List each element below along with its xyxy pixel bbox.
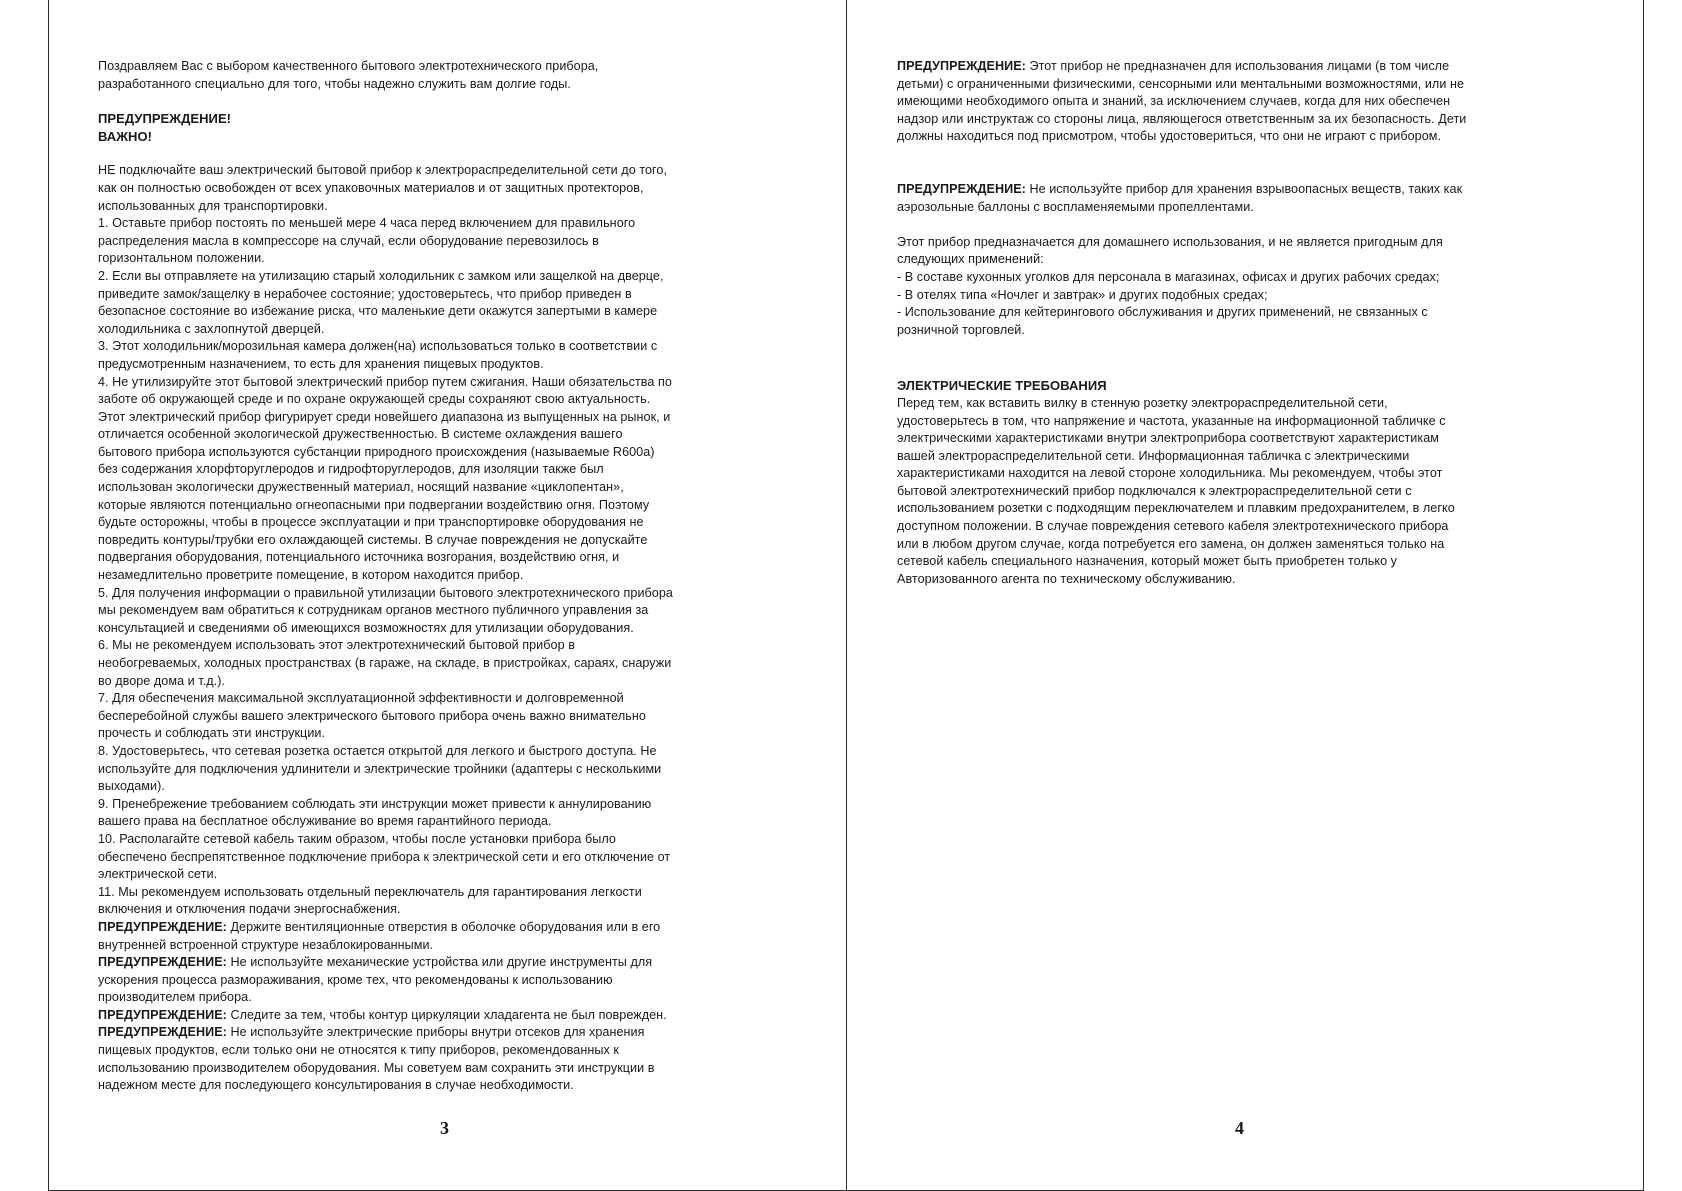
- warning-label: ПРЕДУПРЕЖДЕНИЕ:: [98, 1007, 227, 1022]
- usage-item: - Использование для кейтерингового обслуживания и других применений, не связанных с розничной торговлей.: [897, 305, 1428, 337]
- page-number-right: 4: [1235, 1118, 1244, 1138]
- usage-intro: Этот прибор предназначается для домашнего использования, и не является пригодным для следующих применений:: [897, 234, 1443, 267]
- warning-label: ПРЕДУПРЕЖДЕНИЕ:: [98, 1025, 227, 1040]
- warning-text: Не используйте механические устройства или другие инструменты для ускорения процесса размораживания, кроме тех, что рекомендованы к использованию производителем прибора.: [98, 955, 653, 1005]
- warning-refrigerant: [98, 1007, 793, 1025]
- intro-paragraph: Поздравляем Вас с выбором качественного бытового электротехнического прибора, разработанного специально для того, чтобы надежно служить вам долгие годы.: [98, 59, 599, 91]
- warning-label: ПРЕДУПРЕЖДЕНИЕ:: [98, 919, 227, 934]
- warning-label: ПРЕДУПРЕЖДЕНИЕ:: [897, 59, 1026, 73]
- warning-defrost: [98, 954, 793, 1007]
- usage-item: - В отелях типа «Ночлег и завтрак» и других подобных средах;: [897, 287, 1268, 302]
- warning-label: ПРЕДУПРЕЖДЕНИЕ:: [98, 955, 227, 970]
- right-page: [897, 58, 1592, 588]
- warning-text: Держите вентиляционные отверстия в оболочке оборудования или в его внутренней встроенной структуре незаблокированными.: [98, 919, 661, 952]
- paragraph-item-10: 10. Располагайте сетевой кабель таким образом, чтобы после установки прибора было обеспечено беспрепятственное подключение прибора к электрической сети и его отключение от электрической сети.: [98, 831, 671, 882]
- warning-persons: [897, 58, 1592, 146]
- paragraph-item-7: 7. Для обеспечения максимальной эксплуатационной эффективности и долговременной бесперебойной службы вашего электрического бытового прибора очень важно внимательно прочесть и соблюдать эти инструкции.: [98, 691, 646, 741]
- paragraph-item-8: 8. Удостоверьтесь, что сетевая розетка остается открытой для легкого и быстрого доступа. Не используйте для подключения удлинители и электрические тройники (адаптеры с несколькими выходами).: [98, 743, 662, 794]
- warning-text: Этот прибор не предназначен для использования лицами (в том числе детьми) с ограниченными физическими, сенсорными или ментальными возможностями, или не имеющими необходимого опыта и знаний, за исключением случаев, когда для них обеспечен надзор или инструктаж со стороны лица, являющегося ответственным за их безопасность. Дети должны находиться под присмотром, чтобы удостовериться, что они не играют с прибором.: [897, 59, 1467, 144]
- paragraph-item-5: 5. Для получения информации о правильной утилизации бытового электротехнического прибора мы рекомендуем вам обратиться к сотрудникам органов местного публичного управления за консультацией и сведениями об имеющихся возможностях для утилизации оборудования.: [98, 585, 673, 635]
- left-page: [98, 58, 793, 1095]
- paragraph-item-6: 6. Мы не рекомендуем использовать этот электротехнический бытовой прибор в необогреваемых, холодных пространствах (в гараже, на складе, в пристройках, сараях, снаружи во дворе дома и т.д.).: [98, 638, 672, 688]
- paragraph-unpack: НЕ подключайте ваш электрический бытовой прибор к электрораспределительной сети до того, как он полностью освобожден от всех упаковочных материалов и от защитных протекторов, использованных для транспортировки.: [98, 163, 668, 213]
- page-border-right: [1643, 0, 1644, 1191]
- warning-heading: ПРЕДУПРЕЖДЕНИЕ!: [98, 111, 232, 127]
- usage-item: - В составе кухонных уголков для персонала в магазинах, офисах и других рабочих средах;: [897, 269, 1440, 284]
- paragraph-item-11: 11. Мы рекомендуем использовать отдельный переключатель для гарантирования легкости включения и отключения подачи энергоснабжения.: [98, 884, 642, 917]
- page-border-left: [48, 0, 49, 1191]
- warning-text: Не используйте прибор для хранения взрывоопасных веществ, таких как аэрозольные баллоны с воспламеняемыми пропеллентами.: [897, 181, 1463, 214]
- warning-appliances: [98, 1024, 793, 1094]
- warning-text: Следите за тем, чтобы контур циркуляции хладагента не был поврежден.: [226, 1007, 667, 1022]
- electrical-heading: ЭЛЕКТРИЧЕСКИЕ ТРЕБОВАНИЯ: [897, 378, 1107, 394]
- page-number-left: 3: [440, 1118, 449, 1138]
- paragraph-item-9: 9. Пренебрежение требованием соблюдать эти инструкции может привести к аннулированию вашего права на бесплатное обслуживание во время гарантийного периода.: [98, 796, 652, 829]
- paragraph-item-3: 3. Этот холодильник/морозильная камера должен(на) использоваться только в соответствии с предусмотренным назначением, то есть для хранения пищевых продуктов.: [98, 339, 658, 371]
- warning-label: ПРЕДУПРЕЖДЕНИЕ:: [897, 181, 1026, 196]
- warning-text: Не используйте электрические приборы внутри отсеков для хранения пищевых продуктов, если только они не относятся к типу приборов, рекомендованных к использованию производителем оборудования. Мы советуем вам сохранить эти инструкции в надежном месте для последующего консультирования в случае необходимости.: [98, 1025, 655, 1093]
- warning-ventilation: [98, 919, 793, 954]
- warning-explosives: [897, 181, 1592, 216]
- electrical-paragraph: Перед тем, как вставить вилку в стенную розетку электрораспределительной сети, удостоверьтесь в том, что напряжение и частота, указанные на информационной табличке с электрическими характеристиками внутри электроприбора соответствуют характеристикам вашей электрораспределительной сети. Информационная табличка с электрическими характеристиками находится на левой стороне холодильника. Мы рекомендуем, чтобы этот бытовой электротехнический прибор подключался к электрораспределительной сети с использованием розетки с подходящим переключателем и плавким предохранителем, в легко доступном положении. В случае повреждения сетевого кабеля электротехнического прибора или в любом другом случае, когда потребуется его замена, он должен заменяться только на сетевой кабель специального назначения, который может быть приобретен только у Авторизованного агента по техническому обслуживанию.: [897, 395, 1455, 586]
- paragraph-item-4: 4. Не утилизируйте этот бытовой электрический прибор путем сжигания. Наши обязательства по заботе об окружающей среде и по охране окружающей среды сохраняют свою актуальность. Этот электрический прибор фигурирует среди новейшего диапазона из выпущенных на рынок, и отличается особенной экологической дружественностью. В системе охлаждения вашего бытового прибора используются субстанции природного происхождения (называемые R600a) без содержания хлорфторуглеродов и гидрофторуглеродов, для изоляции также был использован экологически дружественный материал, носящий название «циклопентан», которые являются потенциально огнеопасными при подвергании воздействию огня. Поэтому будьте осторожны, чтобы в процессе эксплуатации и при транспортировке оборудования не повредить контуры/трубки его охлаждающей системы. В случае повреждения не допускайте подвергания оборудования, потенциального источника возгорания, воздействию огня, и незамедлительно проветрите помещение, в котором находится прибор.: [98, 374, 672, 583]
- page-divider: [846, 0, 847, 1191]
- important-heading: ВАЖНО!: [98, 128, 153, 144]
- paragraph-item-2: 2. Если вы отправляете на утилизацию старый холодильник с замком или защелкой на дверце, приведите замок/защелку в нерабочее состояние; удостоверьтесь, что прибор приведен в безопасное состояние во избежание риска, что маленькие дети окажутся запертыми в камере холодильника с захлопнутой дверцей.: [98, 268, 664, 336]
- paragraph-item-1: 1. Оставьте прибор постоять по меньшей мере 4 часа перед включением для правильного распределения масла в компрессоре на случай, если оборудование перевозилось в горизонтальном положении.: [98, 216, 636, 266]
